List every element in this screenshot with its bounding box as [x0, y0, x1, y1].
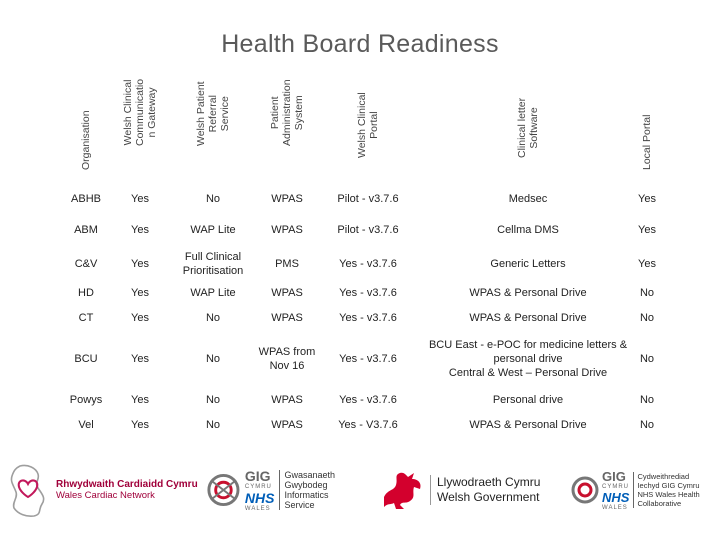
welsh-gov-welsh: Llywodraeth Cymru — [437, 475, 541, 489]
table-row — [62, 281, 670, 305]
table-row — [62, 213, 670, 247]
nwis-line-4: Service — [284, 500, 315, 510]
nhs-wales-informatics-logo — [205, 455, 335, 525]
cell-wcp: Yes - v3.7.6 — [339, 311, 397, 324]
column-header-line: Welsh Patient — [195, 81, 207, 146]
column-header-label — [195, 81, 231, 146]
cell-org: HD — [78, 287, 94, 299]
cell-letter: Generic Letters — [490, 258, 566, 270]
cell-letter: Personal drive — [492, 393, 564, 406]
cell-wccg: Yes — [131, 193, 149, 205]
cell-letter: BCU East - e-POC for medicine letters & personal drive Central & West – Personal Drive — [428, 338, 628, 379]
gig-text: GIG — [602, 469, 626, 484]
column-header-line: Welsh Clinical — [356, 92, 368, 158]
nwis-line-1: Gwasanaeth — [284, 470, 335, 480]
column-header-line: Communicatio — [134, 78, 146, 146]
column-header-line: Organisation — [80, 110, 92, 170]
gig-text: GIG — [244, 468, 271, 484]
column-header-letter — [478, 82, 578, 182]
table-row — [62, 185, 670, 213]
cell-org: ABHB — [71, 193, 101, 205]
cell-portal: No — [639, 393, 655, 406]
cell-letter: Cellma DMS — [497, 224, 559, 236]
column-header-line: n Gateway — [146, 87, 158, 138]
cell-wcp: Yes - v3.7.6 — [339, 258, 397, 270]
cell-pas: WPAS from Nov 16 — [258, 345, 316, 372]
collab-line-1: Cydweithrediad — [637, 472, 690, 481]
nhs-text: NHS — [244, 490, 275, 506]
column-header-line: Administration — [281, 79, 293, 146]
cell-pas: PMS — [275, 258, 299, 270]
cell-wprs: No — [205, 352, 221, 365]
cell-wcp: Yes - v3.7.6 — [339, 287, 397, 299]
cell-wprs: No — [205, 393, 221, 406]
table-row — [62, 330, 670, 387]
column-header-label — [269, 79, 305, 146]
column-header-line: Clinical letter — [516, 97, 528, 158]
column-header-line: System — [293, 95, 305, 131]
cell-wprs: WAP Lite — [190, 287, 236, 299]
cell-letter: Medsec — [508, 193, 548, 205]
cell-wccg: Yes — [131, 258, 149, 270]
cell-wcp: Pilot - v3.7.6 — [337, 224, 399, 236]
cell-org: BCU — [74, 352, 98, 365]
cell-wccg: Yes — [131, 287, 149, 299]
cell-wcp: Pilot - v3.7.6 — [337, 193, 399, 205]
cymru-text: CYMRU — [244, 484, 272, 490]
cell-org: ABM — [74, 224, 98, 236]
cell-wcp: Yes - v3.7.6 — [339, 352, 397, 365]
cell-wcp: Yes - V3.7.6 — [338, 418, 398, 431]
wales-map-heart-icon — [8, 462, 50, 518]
column-header-line: Local Portal — [641, 114, 653, 170]
collab-line-3: NHS Wales Health — [637, 490, 700, 499]
welsh-gov-english: Welsh Government — [437, 490, 540, 504]
cell-portal: Yes — [638, 193, 656, 205]
column-header-wcp — [318, 82, 418, 182]
cell-wccg: Yes — [131, 418, 149, 431]
cell-pas: WPAS — [271, 287, 303, 299]
cell-pas: WPAS — [271, 193, 303, 205]
cell-letter: WPAS & Personal Drive — [469, 287, 587, 299]
cell-letter: WPAS & Personal Drive — [469, 311, 587, 324]
dragon-knot-icon — [570, 470, 600, 510]
cell-letter: WPAS & Personal Drive — [469, 418, 587, 431]
nwis-line-2: Gwybodeg — [284, 480, 328, 490]
cell-wccg: Yes — [131, 352, 149, 365]
column-header-label — [641, 115, 653, 170]
column-header-line: Service — [219, 96, 231, 132]
cell-portal: No — [639, 287, 655, 299]
nhs-wales-collaborative-logo — [570, 455, 715, 525]
nwis-line-3: Informatics — [284, 490, 329, 500]
cell-wprs: Full Clinical Prioritisation — [182, 251, 244, 277]
cell-portal: Yes — [638, 258, 656, 270]
column-header-portal — [597, 82, 697, 182]
cell-org: Powys — [69, 393, 103, 406]
cell-wprs: No — [205, 418, 221, 431]
dragon-knot-icon — [205, 470, 242, 510]
cardiac-network-english: Wales Cardiac Network — [56, 490, 155, 501]
cell-wccg: Yes — [131, 311, 149, 324]
wales-cardiac-network-logo — [8, 455, 198, 525]
table-row — [62, 387, 670, 412]
cell-pas: WPAS — [271, 311, 303, 324]
cell-org: C&V — [74, 258, 98, 270]
column-header-label — [356, 92, 380, 158]
column-header-label — [122, 79, 158, 146]
cell-portal: No — [639, 311, 655, 324]
collab-line-4: Collaborative — [637, 499, 682, 508]
cell-portal: No — [639, 352, 655, 365]
cell-wcp: Yes - v3.7.6 — [339, 393, 397, 406]
cell-pas: WPAS — [271, 418, 303, 431]
column-header-label — [516, 98, 540, 158]
column-header-line: Referral — [207, 95, 219, 133]
cell-wccg: Yes — [131, 224, 149, 236]
cardiac-network-welsh: Rhwydwaith Cardiaidd Cymru — [56, 479, 198, 490]
column-header-line: Welsh Clinical — [122, 79, 134, 146]
collab-line-2: Iechyd GIG Cymru — [637, 481, 700, 490]
column-header-line: Software — [528, 107, 540, 149]
table-row — [62, 412, 670, 437]
column-header-line: Patient — [269, 96, 281, 130]
cell-org: Vel — [78, 418, 94, 431]
cell-wprs: No — [205, 193, 221, 205]
wales-text: WALES — [244, 506, 271, 512]
footer-logos — [0, 455, 720, 525]
cell-portal: No — [639, 418, 655, 431]
column-header-line: Portal — [368, 111, 380, 139]
cell-pas: WPAS — [271, 393, 303, 406]
cell-portal: Yes — [638, 224, 656, 236]
cymru-text: CYMRU — [602, 484, 629, 490]
table-row — [62, 305, 670, 330]
wales-text: WALES — [602, 505, 628, 511]
nhs-text: NHS — [602, 490, 630, 505]
table-row — [62, 247, 670, 281]
page-title: Health Board Readiness — [221, 30, 499, 58]
cell-wprs: No — [205, 311, 221, 324]
cell-wprs: WAP Lite — [190, 224, 236, 236]
cell-wccg: Yes — [131, 393, 149, 406]
cell-org: CT — [78, 311, 94, 324]
dragon-icon — [380, 467, 424, 513]
cell-pas: WPAS — [271, 224, 303, 236]
welsh-government-logo — [380, 455, 565, 525]
